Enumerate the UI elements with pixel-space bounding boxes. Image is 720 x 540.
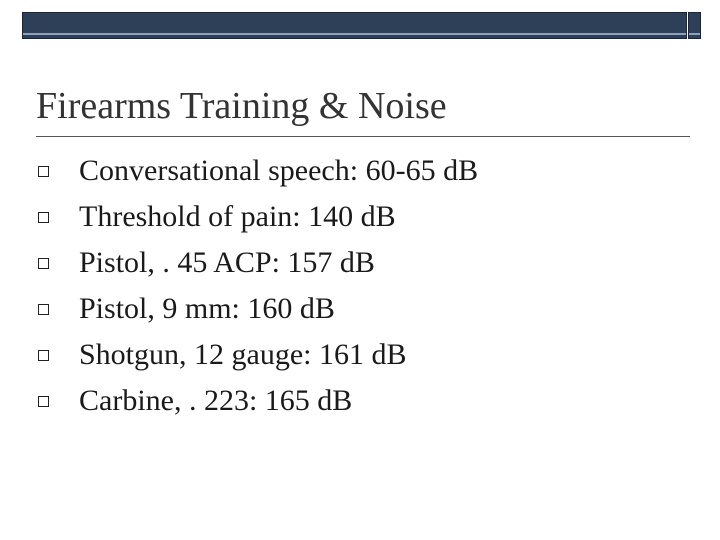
- list-item: [38, 378, 478, 424]
- list-item: [38, 286, 478, 332]
- header-band: [22, 12, 687, 39]
- square-bullet-icon: [38, 212, 49, 223]
- bullet-text: Pistol, . 45 ACP: 157 dB: [79, 246, 375, 279]
- list-item: [38, 194, 478, 240]
- list-item: [38, 332, 478, 378]
- square-bullet-icon: [38, 258, 49, 269]
- bullet-text: Pistol, 9 mm: 160 dB: [79, 292, 335, 325]
- slide-title: Firearms Training & Noise: [36, 85, 447, 127]
- list-item: [38, 148, 478, 194]
- bullet-list: [38, 148, 478, 424]
- header-band-stripe: [23, 33, 686, 35]
- bullet-text: Threshold of pain: 140 dB: [79, 200, 396, 233]
- square-bullet-icon: [38, 304, 49, 315]
- square-bullet-icon: [38, 396, 49, 407]
- bullet-text: Conversational speech: 60-65 dB: [79, 154, 479, 187]
- bullet-text: Carbine, . 223: 165 dB: [79, 384, 353, 417]
- square-bullet-icon: [38, 166, 49, 177]
- header-corner-block: [688, 12, 701, 39]
- square-bullet-icon: [38, 350, 49, 361]
- list-item: [38, 240, 478, 286]
- title-divider: [36, 136, 690, 137]
- bullet-text: Shotgun, 12 gauge: 161 dB: [79, 338, 407, 371]
- header-corner-stripe: [689, 33, 700, 35]
